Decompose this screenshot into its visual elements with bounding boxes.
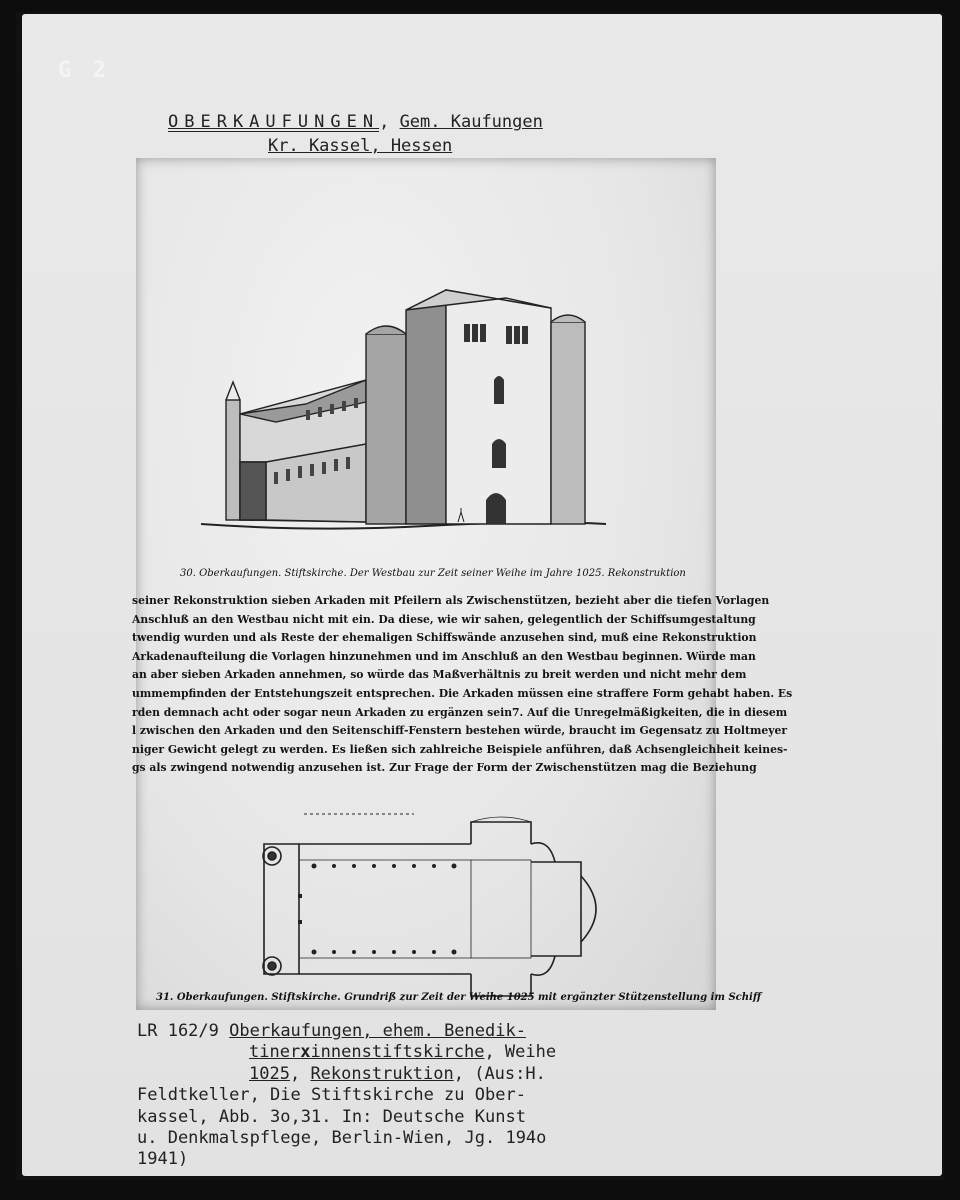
- body-line: twendig wurden und als Reste der ehemaligen Schiffswände anzusehen sind, muß eine Rekonstruktion: [132, 631, 757, 645]
- archive-code: G 2: [58, 58, 110, 83]
- record-line-3d: , (Aus:H.: [453, 1063, 546, 1084]
- body-line: rden demnach acht oder sogar neun Arkaden zu ergänzen sein7. Auf die Unregelmäßigkeiten, die in diesem: [132, 705, 788, 719]
- record-line-1: Oberkaufungen, ehem. Benedik-: [229, 1021, 526, 1041]
- figure-31-caption: 31. Oberkaufungen. Stiftskirche. Grundriß zur Zeit der Weihe 1025 mit ergänzter Stützenstellung im Schiff: [156, 992, 762, 1003]
- body-line: an aber sieben Arkaden annehmen, so würde das Maßverhältnis zu breit werden und nicht mehr dem: [132, 668, 747, 682]
- record-line-6: u. Denkmalspflege, Berlin-Wien, Jg. 194o: [137, 1128, 547, 1149]
- header-separator: ,: [379, 112, 390, 132]
- record-text: [137, 1021, 697, 1171]
- body-line: l zwischen den Arkaden und den Seitenschiff-Fenstern bestehen würde, braucht im Gegensatz zu Holtmeyer: [132, 724, 788, 738]
- floor-plan: [254, 814, 594, 994]
- record-line-3c: Rekonstruktion: [310, 1063, 454, 1084]
- district-name: Kr. Kassel, Hessen: [268, 136, 453, 156]
- record-line-2a: tiner: [249, 1042, 301, 1063]
- record-id: LR 162/9: [137, 1021, 219, 1041]
- place-name: OBERKAUFUNGEN: [168, 112, 380, 132]
- record-line-5: kassel, Abb. 3o,31. In: Deutsche Kunst: [137, 1106, 526, 1127]
- record-line-3a: 1025: [249, 1063, 290, 1084]
- body-line: gs als zwingend notwendig anzusehen ist. Zur Frage der Form der Zwischenstützen mag die Beziehung: [132, 761, 757, 775]
- record-line-2b: innenstiftskirche: [310, 1042, 485, 1063]
- body-line: seiner Rekonstruktion sieben Arkaden mit Pfeilern als Zwischenstützen, bezieht aber die tiefen Vorlagen: [132, 594, 770, 607]
- body-line: niger Gewicht gelegt zu werden. Es ließen sich zahlreiche Beispiele anführen, daß Achsengleichheit keines-: [132, 742, 788, 756]
- book-page-photo: [132, 158, 793, 1010]
- figure-30-caption: 30. Oberkaufungen. Stiftskirche. Der Westbau zur Zeit seiner Weihe im Jahre 1025. Rekonstruktion: [180, 568, 686, 579]
- body-line: Arkadenaufteilung die Vorlagen hinzunehmen und im Anschluß an den Westbau beginnen. Würde man: [132, 649, 756, 663]
- church-sketch: [196, 222, 616, 542]
- record-line-7: 1941): [137, 1149, 189, 1170]
- body-line: ummempfinden der Entstehungszeit entsprechen. Die Arkaden müssen eine straffere Form gehabt haben. Es: [132, 686, 793, 700]
- record-line-2c: , Weihe: [484, 1042, 557, 1063]
- record-line-2x: x: [300, 1042, 311, 1063]
- record-line-3b: ,: [289, 1063, 311, 1084]
- body-text: [132, 594, 793, 780]
- community-name: Gem. Kaufungen: [399, 112, 543, 132]
- body-line: Anschluß an den Westbau nicht mit ein. Da diese, wie wir sahen, gelegentlich der Schiffsumgestaltung: [132, 612, 756, 626]
- record-line-4: Feldtkeller, Die Stiftskirche zu Ober-: [137, 1085, 526, 1106]
